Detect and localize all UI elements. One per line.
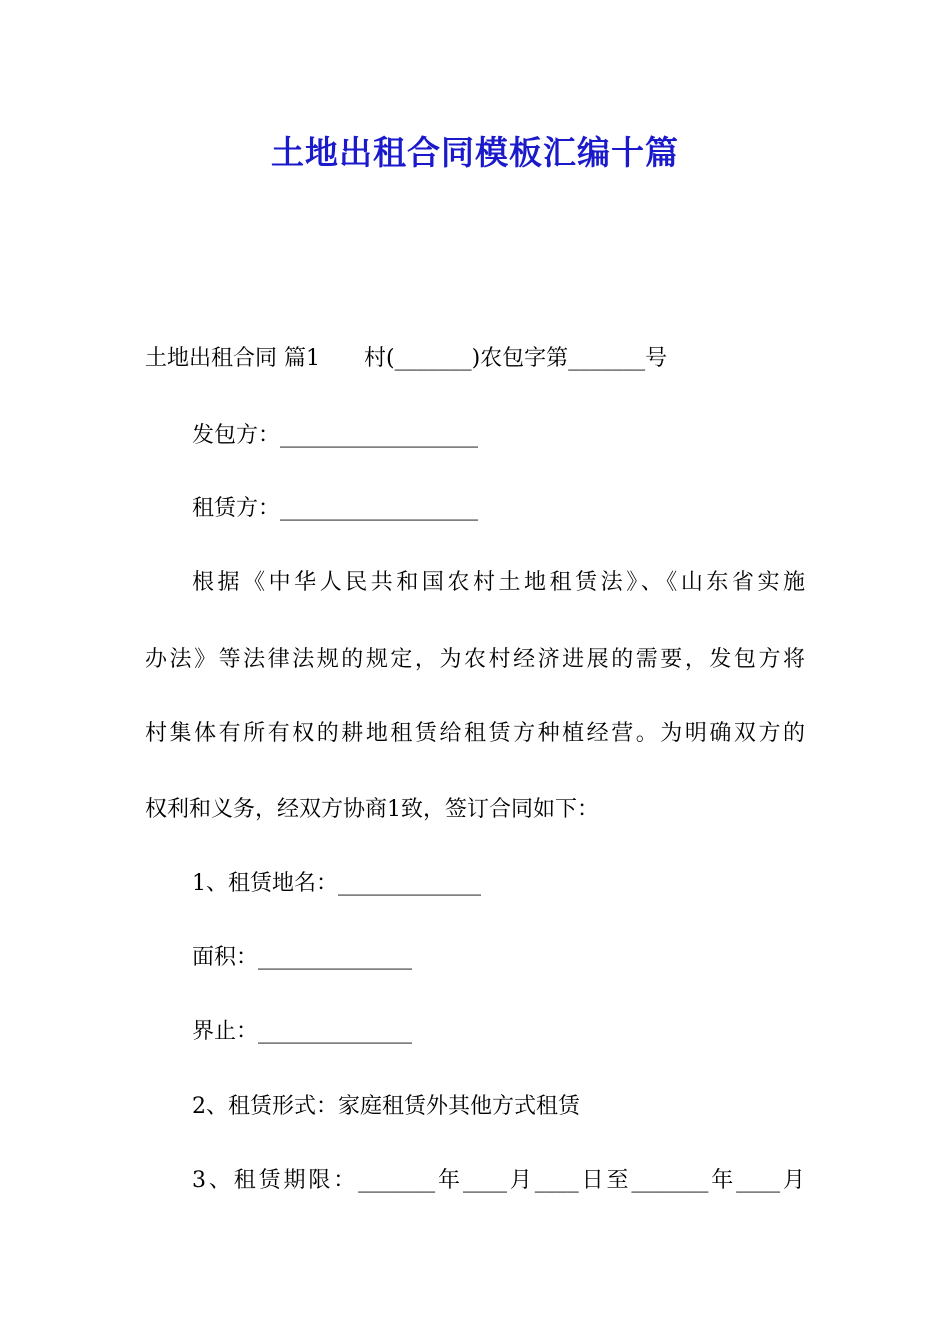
boundary-line: 界止：______________ [192, 1019, 413, 1044]
page-title: 土地出租合同模板汇编十篇 [271, 133, 679, 172]
party-a-line: 发包方：__________________ [192, 423, 479, 448]
contract-heading: 土地出租合同 篇1 [145, 346, 320, 371]
contract-heading-line [145, 344, 805, 374]
paragraph-line: 根据《中华人民共和国农村土地租赁法》、《山东省实施 [192, 570, 805, 595]
clause-line: 1、租赁地名：_____________ [192, 871, 481, 896]
clause-line: 3、租赁期限：_______年____月____日至_______年____月 [192, 1168, 805, 1193]
party-b-line: 租赁方：__________________ [192, 496, 479, 521]
contract-number: 村(_______)农包字第_______号 [364, 346, 668, 371]
area-line: 面积：______________ [192, 945, 413, 970]
paragraph-line: 权利和义务，经双方协商1致，签订合同如下： [145, 797, 599, 822]
paragraph-line: 村集体有所有权的耕地租赁给租赁方种植经营。为明确双方的 [145, 721, 805, 746]
clause-line: 2、租赁形式：家庭租赁外其他方式租赁 [192, 1094, 580, 1119]
paragraph-line: 办法》等法律法规的规定，为农村经济进展的需要，发包方将 [145, 647, 805, 672]
